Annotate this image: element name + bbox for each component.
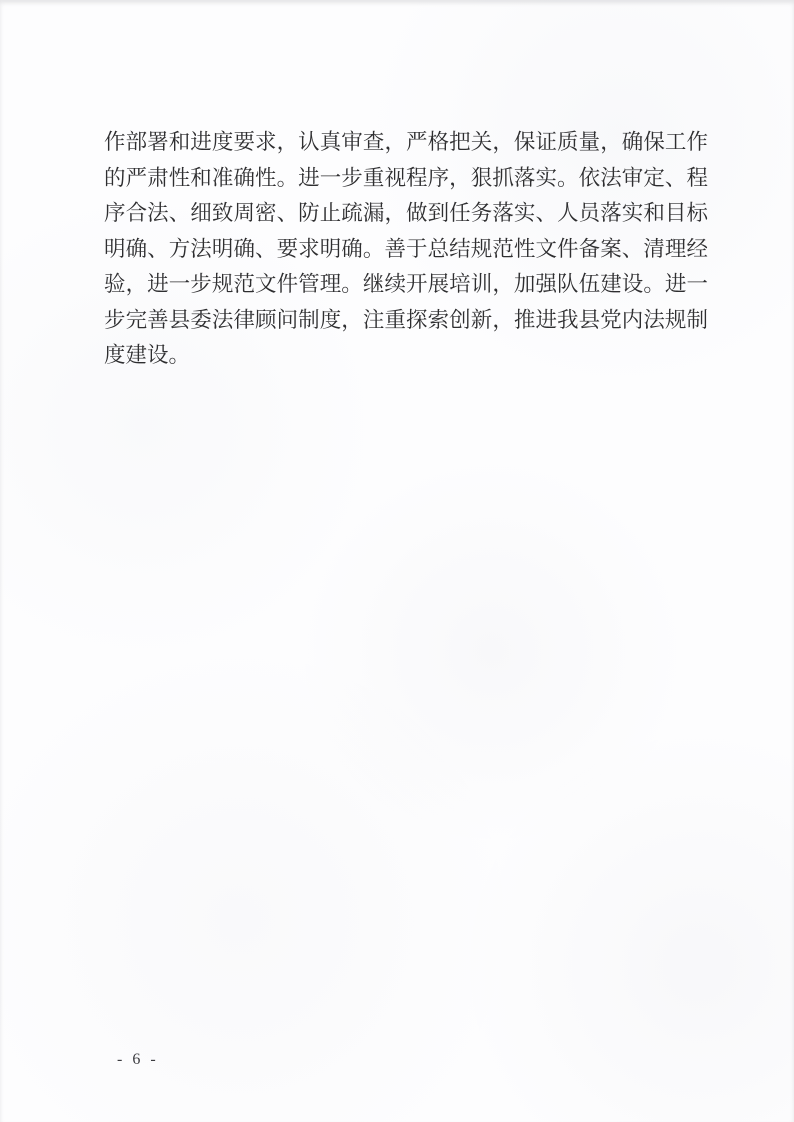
text-line: 序合法、细致周密、防止疏漏，做到任务落实、人员落实和目标 — [104, 201, 708, 225]
text-line: 明确、方法明确、要求明确。善于总结规范性文件备案、清理经 — [104, 236, 708, 261]
text-line: 验，进一步规范文件管理。继续开展培训，加强队伍建设。进一 — [104, 272, 708, 296]
text-line: 的严肃性和准确性。进一步重视程序，狠抓落实。依法审定、程 — [104, 165, 708, 190]
text-line: 步完善县委法律顾问制度，注重探索创新，推进我县党内法规制 — [104, 307, 708, 332]
paragraph — [104, 125, 708, 374]
text-line: 作部署和进度要求，认真审查，严格把关，保证质量，确保工作 — [104, 130, 708, 154]
text-line: 度建设。 — [104, 343, 191, 367]
page-number: - 6 - — [117, 1051, 159, 1068]
